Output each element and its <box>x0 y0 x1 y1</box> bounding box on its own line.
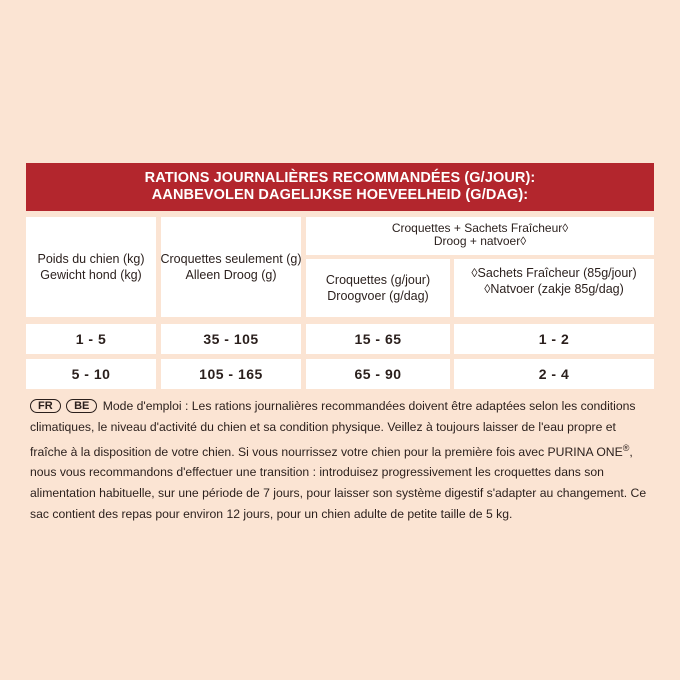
header-mixed-kibble-nl: Droogvoer (g/dag) <box>327 289 429 303</box>
header-mixed-pouch-fr: ◊Sachets Fraîcheur (85g/jour) <box>471 266 637 280</box>
table-cell: 1 - 2 <box>454 324 654 354</box>
language-badge-fr: FR <box>30 399 61 413</box>
header-dog-weight <box>26 217 156 317</box>
feeding-table-grid <box>26 211 654 389</box>
language-badge-be: BE <box>66 399 97 413</box>
table-cell: 15 - 65 <box>306 324 450 354</box>
table-cell: 105 - 165 <box>161 359 301 389</box>
header-kibble-only-nl: Alleen Droog (g) <box>185 268 277 282</box>
usage-instructions <box>30 396 654 525</box>
banner-title-fr: RATIONS JOURNALIÈRES RECOMMANDÉES (G/JOUR): <box>144 170 536 186</box>
header-mixed-pouch-nl: ◊Natvoer (zakje 85g/dag) <box>484 282 624 296</box>
table-cell: 2 - 4 <box>454 359 654 389</box>
header-kibble-only <box>161 217 301 317</box>
instructions-text-part2: , nous vous recommandons d'effectuer une transition : introduisez progressivement les croquettes dans son alimentation habituelle, sur une période de 7 jours, pour laisser son système digestif s'adapter au changement. Ce sac contient des repas pour environ 12 jours, pour un chien adulte de petite taille de 5 kg. <box>30 444 647 522</box>
header-dog-weight-nl: Gewicht hond (kg) <box>40 268 142 282</box>
table-cell: 1 - 5 <box>26 324 156 354</box>
header-mixed-feeding-fr: Croquettes + Sachets Fraîcheur◊ <box>391 221 569 235</box>
table-cell: 35 - 105 <box>161 324 301 354</box>
header-mixed-kibble <box>306 259 450 317</box>
header-dog-weight-fr: Poids du chien (kg) <box>37 252 145 266</box>
table-cell: 65 - 90 <box>306 359 450 389</box>
header-mixed-feeding <box>306 217 654 255</box>
instructions-text-part1: Mode d'emploi : Les rations journalières recommandées doivent être adaptées selon les conditions climatiques, le niveau d'activité du chien et sa condition physique. Veillez à toujours laisser de l'eau propre et fraîche à la disposition de votre chien. Si vous nourrissez votre chien pour la première fois avec PURINA ONE <box>30 399 636 459</box>
registered-mark: ® <box>622 442 630 453</box>
header-kibble-only-fr: Croquettes seulement (g) <box>160 252 302 266</box>
table-cell: 5 - 10 <box>26 359 156 389</box>
feeding-table-banner <box>26 163 654 211</box>
header-mixed-feeding-nl: Droog + natvoer◊ <box>433 234 527 248</box>
feeding-table <box>26 163 654 389</box>
header-mixed-pouch <box>454 259 654 317</box>
header-mixed-kibble-fr: Croquettes (g/jour) <box>325 273 431 287</box>
banner-title-nl: AANBEVOLEN DAGELIJKSE HOEVEELHEID (G/DAG): <box>151 187 529 203</box>
